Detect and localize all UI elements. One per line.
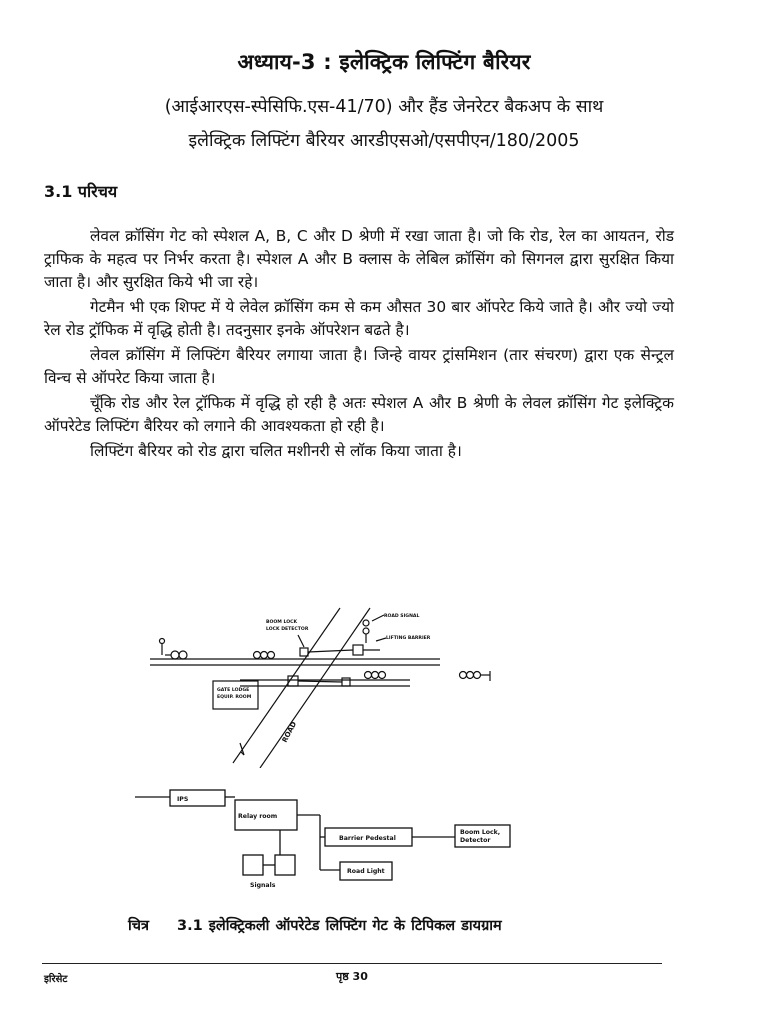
road-signal-head	[363, 620, 369, 626]
paragraph: लिफ्टिंग बैरियर को रोड द्वारा चलित मशीनरी से लॉक किया जाता है।	[90, 442, 462, 460]
figure-caption	[128, 915, 502, 935]
signal-box	[275, 855, 295, 875]
label-lifting-barrier: LIFTING BARRIER	[386, 636, 431, 641]
track-signal-icon	[460, 672, 467, 679]
track-signal-icon	[379, 672, 386, 679]
figure-caption-text: 3.1 इलेक्ट्रिकली ऑपरेटेड लिफ्टिंग गेट के टिपिकल डायग्राम	[177, 918, 502, 934]
paragraph: चूँकि रोड और रेल ट्रॉफिक में वृद्धि हो रही है अतः स्पेशल A और B श्रेणी के लेवल क्रॉसिंग गेट इलेक्ट्रिक ऑपरेटेड लिफ्टिंग बैरियर को लगाने की आवश्यकता हो रही है।	[44, 394, 674, 435]
label-road-signal: ROAD SIGNAL	[384, 614, 420, 619]
label-ips: IPS	[177, 796, 189, 803]
label-barrier-pedestal: Barrier Pedestal	[339, 835, 396, 842]
chapter-subtitle-line1: (आईआरएस-स्पेसिफि.एस-41/70) और हैंड जेनरेटर बैकअप के साथ	[164, 97, 604, 117]
body-text	[44, 225, 674, 465]
barrier-pedestal-box	[353, 645, 363, 655]
track-signal-icon	[171, 651, 179, 659]
label-road: ROAD	[280, 720, 299, 744]
lock-detector-box	[300, 648, 308, 656]
paragraph: लेवल क्रॉसिंग में लिफ्टिंग बैरियर लगाया जाता है। जिन्हे वायर ट्रांसमिशन (तार संचरण) द्वारा एक सेन्ट्रल विन्च से ऑपरेट किया जाता है।	[44, 346, 674, 387]
track-signal-icon	[179, 651, 187, 659]
track-signal-icon	[254, 652, 261, 659]
track-signal-icon	[268, 652, 275, 659]
barrier-boom	[308, 650, 353, 652]
chapter-title: अध्याय-3 : इलेक्ट्रिक लिफ्टिंग बैरियर	[237, 50, 531, 74]
label-relay-room: Relay room	[238, 813, 278, 820]
footer-institute: इरिसेट	[44, 974, 68, 985]
signal-box	[243, 855, 263, 875]
chapter-subtitle-line2: इलेक्ट्रिक लिफ्टिंग बैरियर आरडीएसओ/एसपीएन/180/2005	[188, 131, 580, 151]
label-detector: Detector	[460, 837, 491, 844]
barrier-boom	[298, 681, 342, 682]
level-crossing-layout-diagram	[140, 603, 520, 768]
track-signal-icon	[365, 672, 372, 679]
label-gate-lodge: GATE LODGE	[217, 688, 250, 693]
label-lock-detector: LOCK DETECTOR	[266, 627, 309, 632]
lock-detector-box	[342, 678, 350, 686]
paragraph: गेटमैन भी एक शिफ्ट में ये लेवेल क्रॉसिंग कम से कम औसत 30 बार ऑपरेट किये जाते है। और ज्यो ज्यो रेल रोड ट्रॉफिक में वृद्धि होती है। तदनुसार इनके ऑपरेशन बढते है।	[44, 298, 674, 339]
road-edge	[260, 608, 370, 768]
label-boom-lock: BOOM LOCK	[266, 620, 298, 625]
track-signal-icon	[372, 672, 379, 679]
paragraph: लेवल क्रॉसिंग गेट को स्पेशल A, B, C और D श्रेणी में रखा जाता है। जो कि रोड, रेल का आयतन, रोड ट्राफिक के महत्व पर निर्भर करता है। स्पेशल A और B क्लास के लेबिल क्रॉसिंग को सिगनल द्वारा सुरक्षित किया जाता है। और सुरक्षित किये भी जा रहे।	[44, 227, 674, 291]
label-signals: Signals	[250, 882, 276, 889]
footer-page-number: पृष्ठ 30	[336, 970, 368, 983]
section-heading: 3.1 परिचय	[44, 182, 118, 201]
label-road-light: Road Light	[347, 868, 385, 875]
figure-caption-label: चित्र	[128, 918, 149, 934]
track-signal-icon	[467, 672, 474, 679]
footer-divider	[42, 963, 662, 964]
track-signal-icon	[261, 652, 268, 659]
road-signal-head	[363, 628, 369, 634]
electrical-block-diagram	[125, 785, 520, 895]
label-equip-room: EQUIP. ROOM	[217, 695, 252, 700]
track-signal-icon	[474, 672, 481, 679]
label-boom-lock: Boom Lock,	[460, 829, 501, 836]
